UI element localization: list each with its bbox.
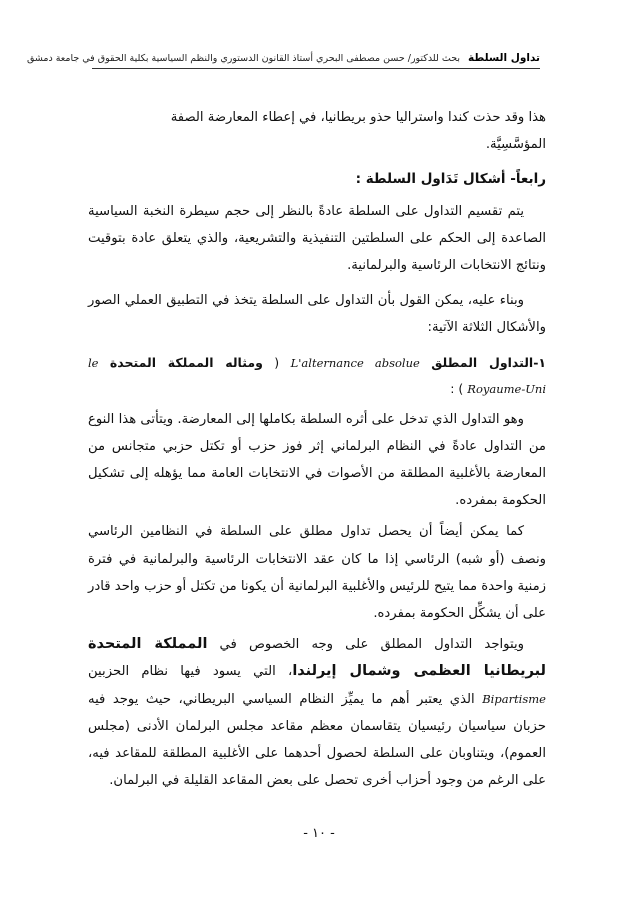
subheading-title: التداول المطلق: [431, 354, 534, 370]
paragraph-5-bold-country: المملكة المتحدة لبريطانيا العظمى وشمال إيرلندا: [88, 636, 546, 680]
subheading-example-label: ومثاله المملكة المتحدة: [109, 354, 263, 370]
paragraph-5-start: ويتواجد التداول المطلق على وجه الخصوص في: [219, 637, 524, 653]
paragraph-2: وبناء عليه، يمكن القول بأن التداول على السلطة يتخذ في التطبيق العملي الصور والأشكال الثلاثة الآتية:: [88, 293, 546, 336]
subheading-example-latin: le Royaume-Uni: [88, 355, 546, 396]
paragraph-5-latin-term: Bipartisme: [482, 691, 546, 706]
paragraph-5: [88, 631, 546, 794]
page-number: - ١٠ -: [303, 826, 335, 841]
document-body: [88, 104, 546, 794]
subheading-number: ١-: [533, 354, 547, 370]
subheading-colon: :: [450, 380, 455, 396]
header-author-line: بحث للدكتور/ حسن مصطفى البحري أستاذ القانون الدستوري والنظم السياسية بكلية الحقوق في جامعة دمشق: [26, 53, 460, 64]
intro-paragraph: [88, 104, 546, 158]
running-header: [26, 40, 540, 69]
paragraph-5-mid: ، التي يسود فيها نظام الحزبين: [88, 664, 293, 680]
intro-line-2: المؤسَّسِيَّة.: [485, 137, 546, 153]
header-title: تداول السلطة: [467, 52, 540, 64]
subheading-absolute-alternation: ١-التداول المطلق L'alternance absolue ( ومثاله المملكة المتحدة le Royaume-Uni ) :: [88, 354, 547, 396]
section-heading: رابعاً- أشكال تَدَاول السلطة :: [355, 171, 546, 188]
paragraph-3: وهو التداول الذي تدخل على أثره السلطة بكاملها إلى المعارضة. ويتأتى هذا النوع من التداول عادةً في النظام البرلماني إثر فوز حزب أو تكتل حزبي متجانس من المعارضة بالأغلبية المطلقة من الأصوات في الانتخابات العامة مما يؤهله إلى تشكيل الحكومة بمفرده.: [88, 411, 546, 509]
paragraph-4: كما يمكن أيضاً أن يحصل تداول مطلق على السلطة في النظامين الرئاسي ونصف (أو شبه) الرئاسي إذا ما كان عقد الانتخابات الرئاسية والبرلمانية في فترة زمنية واحدة مما يتيح للرئيس والأغلبية البرلمانية أن يكونا من تكتل أو حزب واحد قادر على أن يشكِّل الحكومة بمفرده.: [88, 524, 546, 622]
paragraph-5-end: الذي يعتبر أهم ما يميِّز النظام السياسي البريطاني، حيث يوجد فيه حزبان سياسيان رئيسيان يتقاسمان معظم مقاعد مجلس البرلمان الأدنى (مجلس العموم)، ويتناوبان على السلطة لحصول أحدهما على الأغلبية المطلقة للمقاعد فيه، على الرغم من وجود أحزاب أخرى تحصل على بعض المقاعد القليلة في البرلمان.: [88, 691, 546, 789]
subheading-french-term: L'alternance absolue: [290, 355, 420, 370]
paragraph-1: يتم تقسيم التداول على السلطة عادةً بالنظر إلى حجم سيطرة النخبة السياسية الصاعدة إلى الحكم على السلطتين التنفيذية والتشريعية، والذي يتعلق عادة بتوقيت ونتائج الانتخابات الرئاسية والبرلمانية.: [88, 203, 546, 274]
intro-line-1: هذا وقد حذت كندا واستراليا حذو بريطانيا، في إعطاء المعارضة الصفة: [170, 110, 546, 125]
